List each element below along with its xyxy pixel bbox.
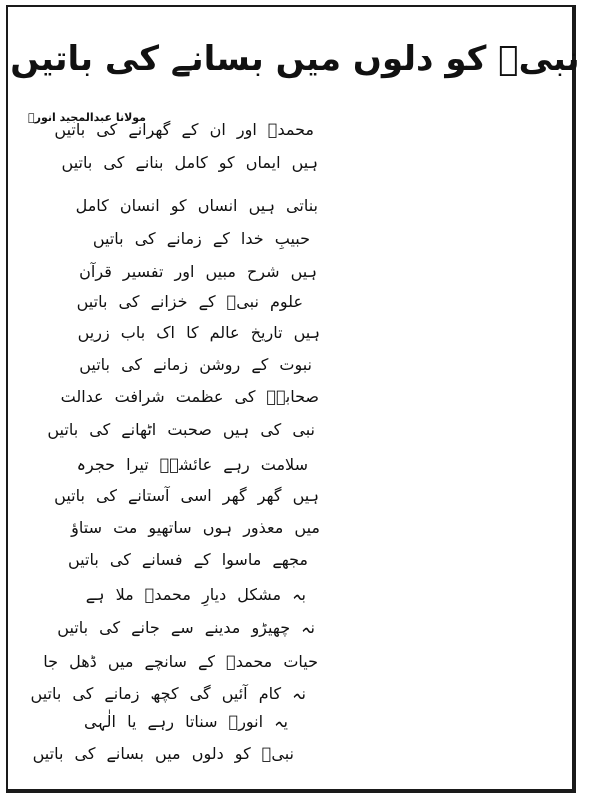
poem-line: بہ مشکل دیارِ محمدؐ ملا ہے xyxy=(85,585,306,604)
poem-line: نبوت کے روشن زمانے کی باتیں xyxy=(79,355,312,374)
poem-line: نبی کی ہیں صحبت اٹھانے کی باتیں xyxy=(47,420,315,439)
poem-line: نہ کام آئیں گی کچھ زمانے کی باتیں xyxy=(30,684,306,703)
poem-line: ہیں ایماں کو کامل بنانے کی باتیں xyxy=(61,153,318,172)
poem-line: سلامت رہے عائشہؓ تیرا حجرہ xyxy=(76,455,308,474)
poem-line: علوم نبیؐ کے خزانے کی باتیں xyxy=(76,292,303,311)
poem-line: صحابہؓ کی عظمت شرافت عدالت xyxy=(60,387,319,406)
poem-line: نبیؐ کو دلوں میں بسانے کی باتیں xyxy=(32,744,294,763)
poem-line: ہیں شرح مبیں اور تفسیر قرآن xyxy=(79,262,317,281)
poem-line: ہیں تاریخ عالم کا اک باب زریں xyxy=(77,323,320,342)
poem-line: حبیبِ خدا کے زمانے کی باتیں xyxy=(92,229,310,248)
poem-line: حیات محمدؐ کے سانچے میں ڈھل جا xyxy=(43,652,318,671)
poem-line: نہ چھیڑو مدینے سے جانے کی باتیں xyxy=(57,618,315,637)
poem-line: میں معذور ہوں ساتھیو مت ستاؤ xyxy=(71,518,320,537)
poem-line: بناتی ہیں انساں کو انسان کامل xyxy=(75,196,318,215)
poem-line: محمدؐ اور ان کے گھرانے کی باتیں xyxy=(54,120,314,139)
poem-line: یہ انورؔ سناتا رہے یا الٰہی xyxy=(83,712,288,731)
poem-line: مجھے ماسوا کے فسانے کی باتیں xyxy=(68,550,308,569)
poem-title: نبیؐ کو دلوں میں بسانے کی باتیں xyxy=(10,39,580,79)
poem-line: ہیں گھر گھر اسی آستانے کی باتیں xyxy=(54,486,319,505)
poem-author: مولانا عبدالمجید انورؔ xyxy=(28,111,146,124)
